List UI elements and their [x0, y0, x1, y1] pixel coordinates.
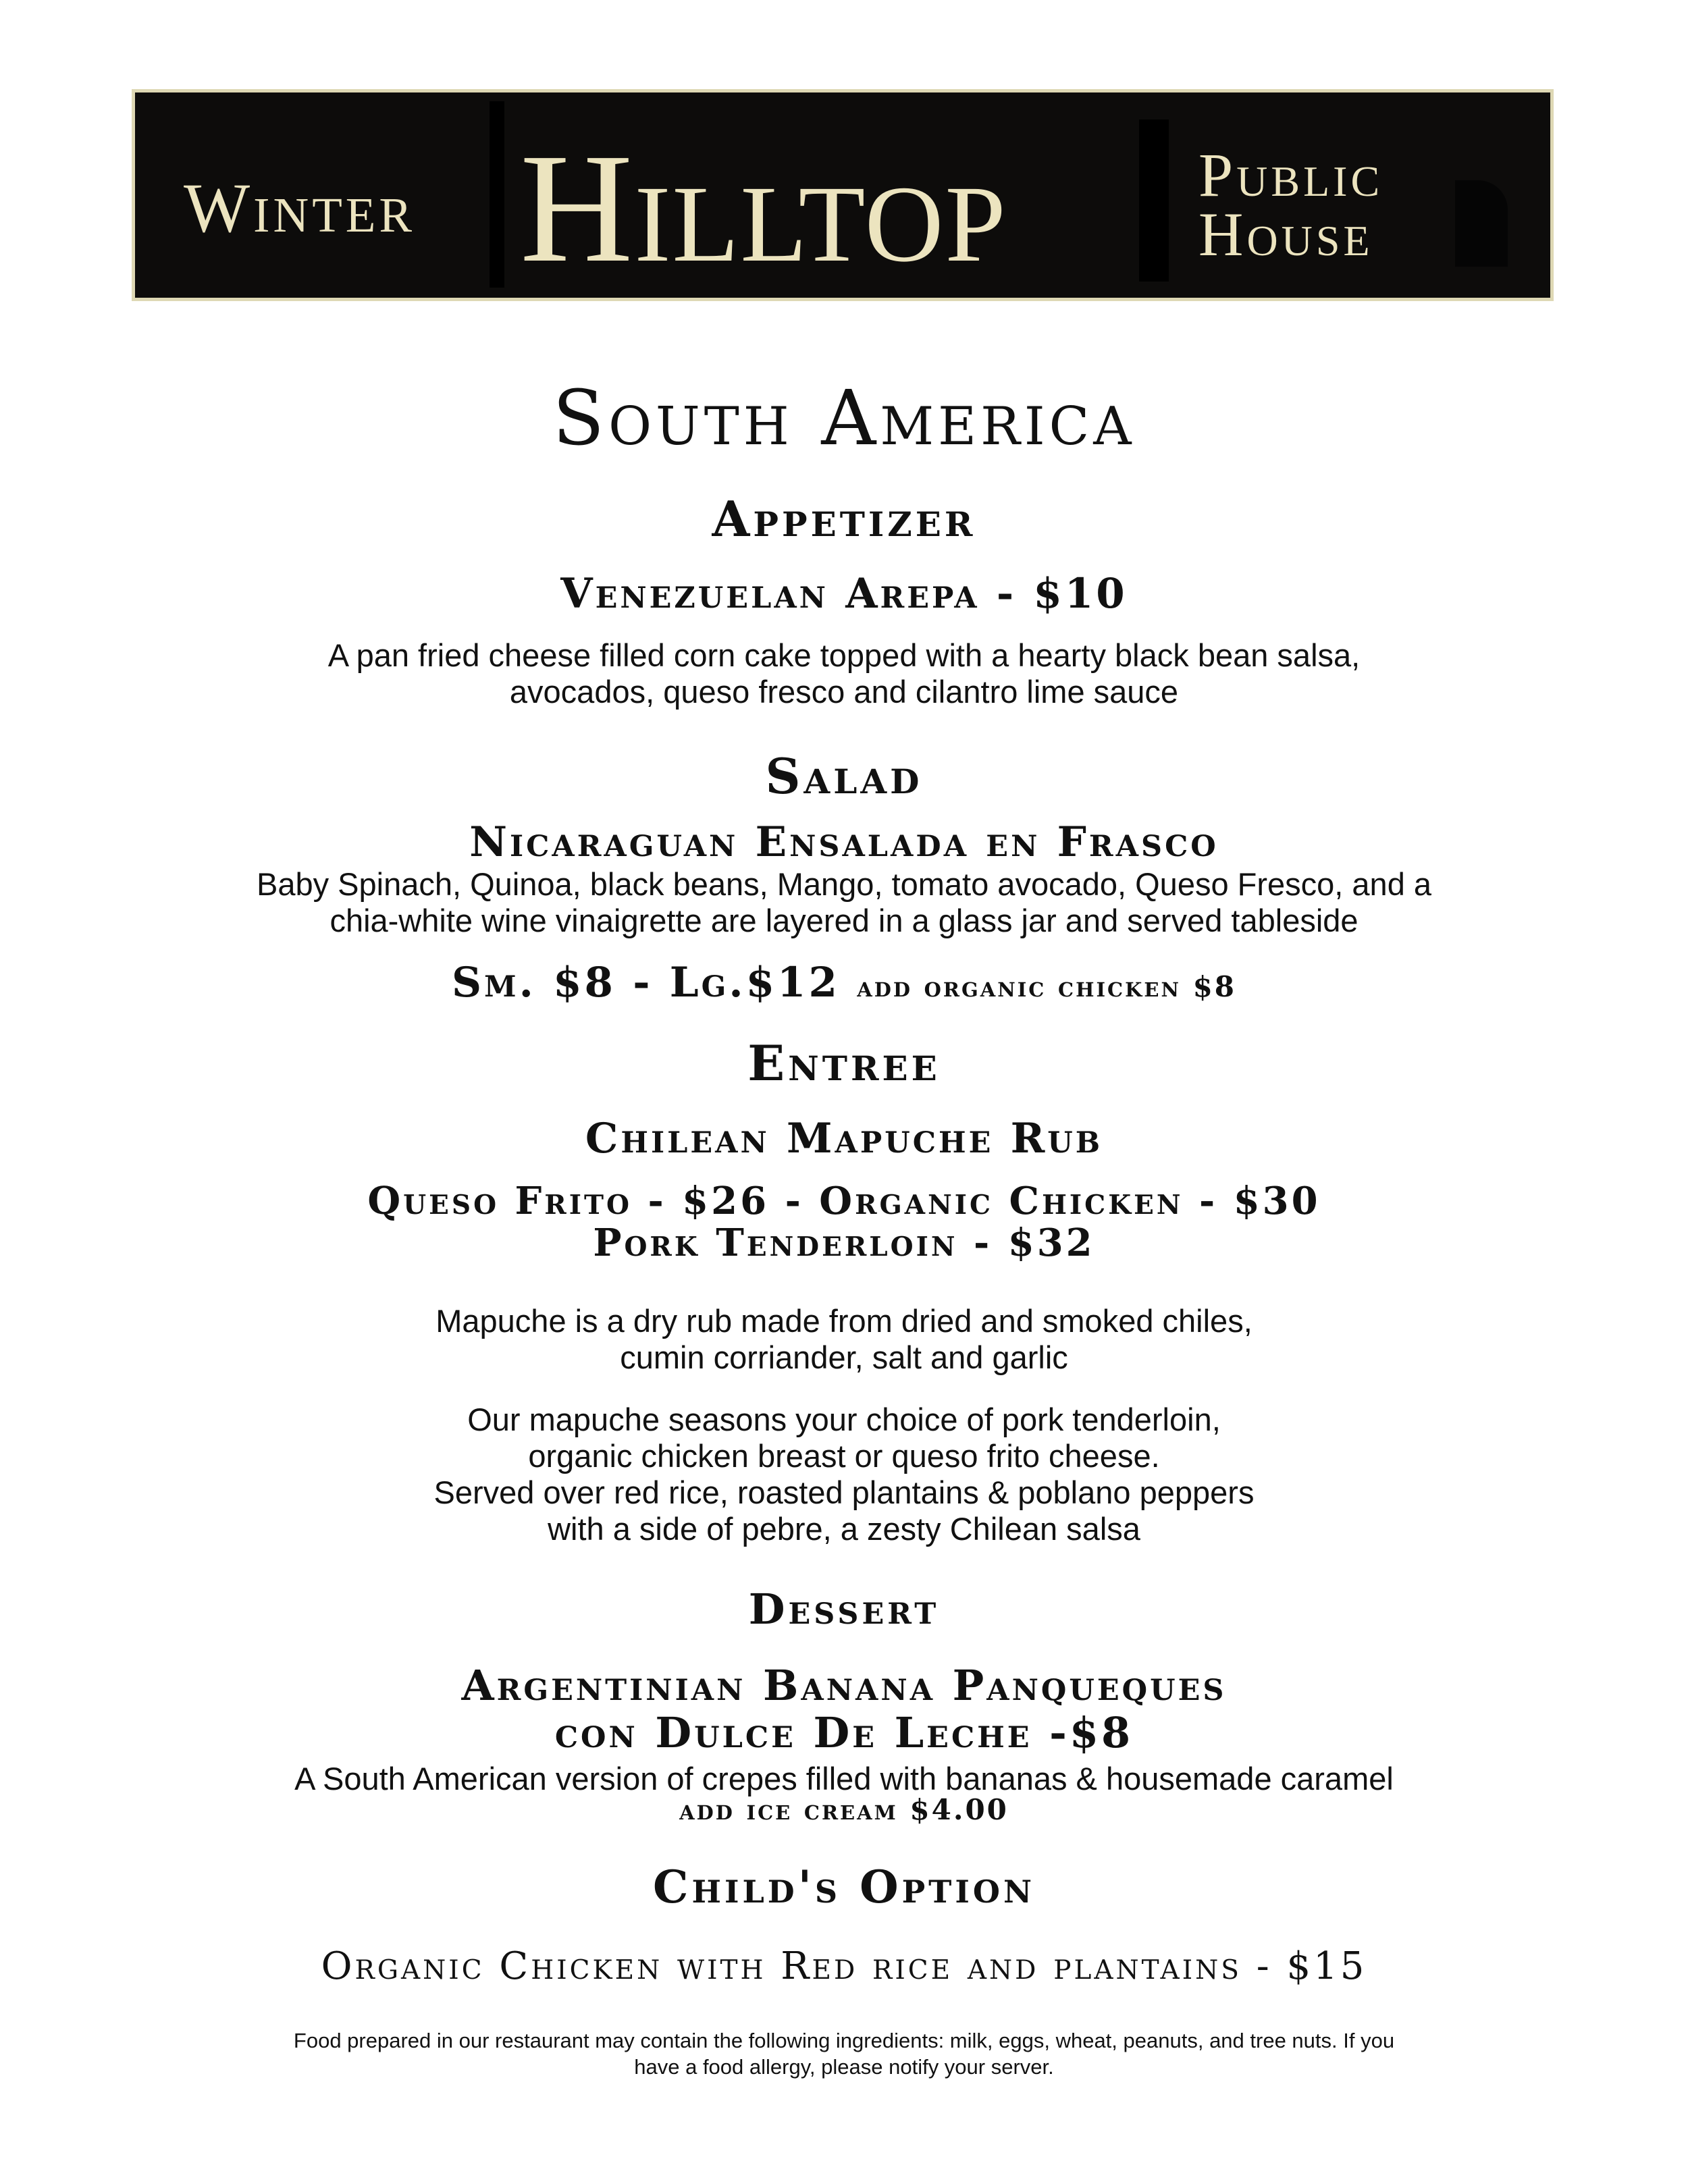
- allergy-footer: [0, 2027, 1688, 2080]
- appetizer-heading: Appetizer: [712, 490, 976, 548]
- footer-line-1: Food prepared in our restaurant may contain the following ingredients: milk, eggs, wheat, peanuts, and tree nuts. If you: [293, 2029, 1395, 2052]
- entree-prices: [0, 1180, 1688, 1264]
- entree-prices-line-2: Pork Tenderloin - $32: [593, 1221, 1095, 1265]
- header-public-house: [1198, 140, 1383, 269]
- child-heading: Child's Option: [652, 1861, 1036, 1913]
- salad-description: [0, 866, 1688, 939]
- banner-tab-right: [1139, 119, 1169, 282]
- dessert-item-name: [0, 1662, 1688, 1757]
- entree-description-2: [0, 1402, 1688, 1547]
- child-item: Organic Chicken with Red rice and plantains - $15: [321, 1944, 1367, 1988]
- dessert-description: A South American version of crepes filled with bananas & housemade caramel: [294, 1761, 1394, 1796]
- dessert-name-line-1: Argentinian Banana Panqueques: [461, 1661, 1227, 1710]
- header-banner: [132, 89, 1554, 301]
- salad-heading: Salad: [765, 747, 923, 805]
- dessert-addon: add ice cream $4.00: [679, 1793, 1009, 1826]
- menu-title: South America: [552, 375, 1136, 462]
- salad-price: Sm. $8 - Lg.$12: [451, 959, 858, 1007]
- entree-desc2-line-4: with a side of pebre, a zesty Chilean salsa: [548, 1511, 1140, 1547]
- header-winter: Winter: [184, 169, 416, 247]
- dessert-heading: Dessert: [748, 1584, 940, 1634]
- entree-item-name: Chilean Mapuche Rub: [585, 1115, 1103, 1163]
- entree-desc2-line-2: organic chicken breast or queso frito cheese.: [528, 1438, 1160, 1474]
- banner-corner: [1455, 180, 1508, 267]
- salad-desc-line-1: Baby Spinach, Quinoa, black beans, Mango, tomato avocado, Queso Fresco, and a: [256, 866, 1432, 902]
- entree-description-1: [0, 1303, 1688, 1376]
- salad-addon: add organic chicken $8: [857, 970, 1237, 1003]
- salad-item-name: Nicaraguan Ensalada en Frasco: [469, 818, 1219, 866]
- header-brand: Hilltop: [520, 122, 1007, 295]
- appetizer-item-name: Venezuelan Arepa - $10: [560, 570, 1128, 618]
- entree-desc2-line-1: Our mapuche seasons your choice of pork tenderloin,: [467, 1402, 1221, 1437]
- banner-tab-left: [490, 101, 504, 288]
- entree-desc2-line-3: Served over red rice, roasted plantains & poblano peppers: [433, 1474, 1255, 1510]
- entree-desc1-line-1: Mapuche is a dry rub made from dried and smoked chiles,: [436, 1303, 1252, 1339]
- header-public: Public: [1198, 140, 1383, 209]
- entree-prices-line-1: Queso Frito - $26 - Organic Chicken - $30: [367, 1179, 1321, 1223]
- appetizer-description: [0, 637, 1688, 710]
- appetizer-desc-line-2: avocados, queso fresco and cilantro lime sauce: [509, 674, 1179, 710]
- dessert-name-line-2: con Dulce De Leche -$8: [554, 1708, 1134, 1757]
- footer-line-2: have a food allergy, please notify your server.: [634, 2055, 1054, 2079]
- entree-desc1-line-2: cumin corriander, salt and garlic: [620, 1339, 1068, 1375]
- salad-price-row: [0, 959, 1688, 1007]
- appetizer-desc-line-1: A pan fried cheese filled corn cake topped with a hearty black bean salsa,: [327, 637, 1361, 673]
- salad-desc-line-2: chia-white wine vinaigrette are layered in a glass jar and served tableside: [329, 903, 1359, 938]
- header-house: House: [1198, 200, 1373, 269]
- entree-heading: Entree: [747, 1034, 941, 1092]
